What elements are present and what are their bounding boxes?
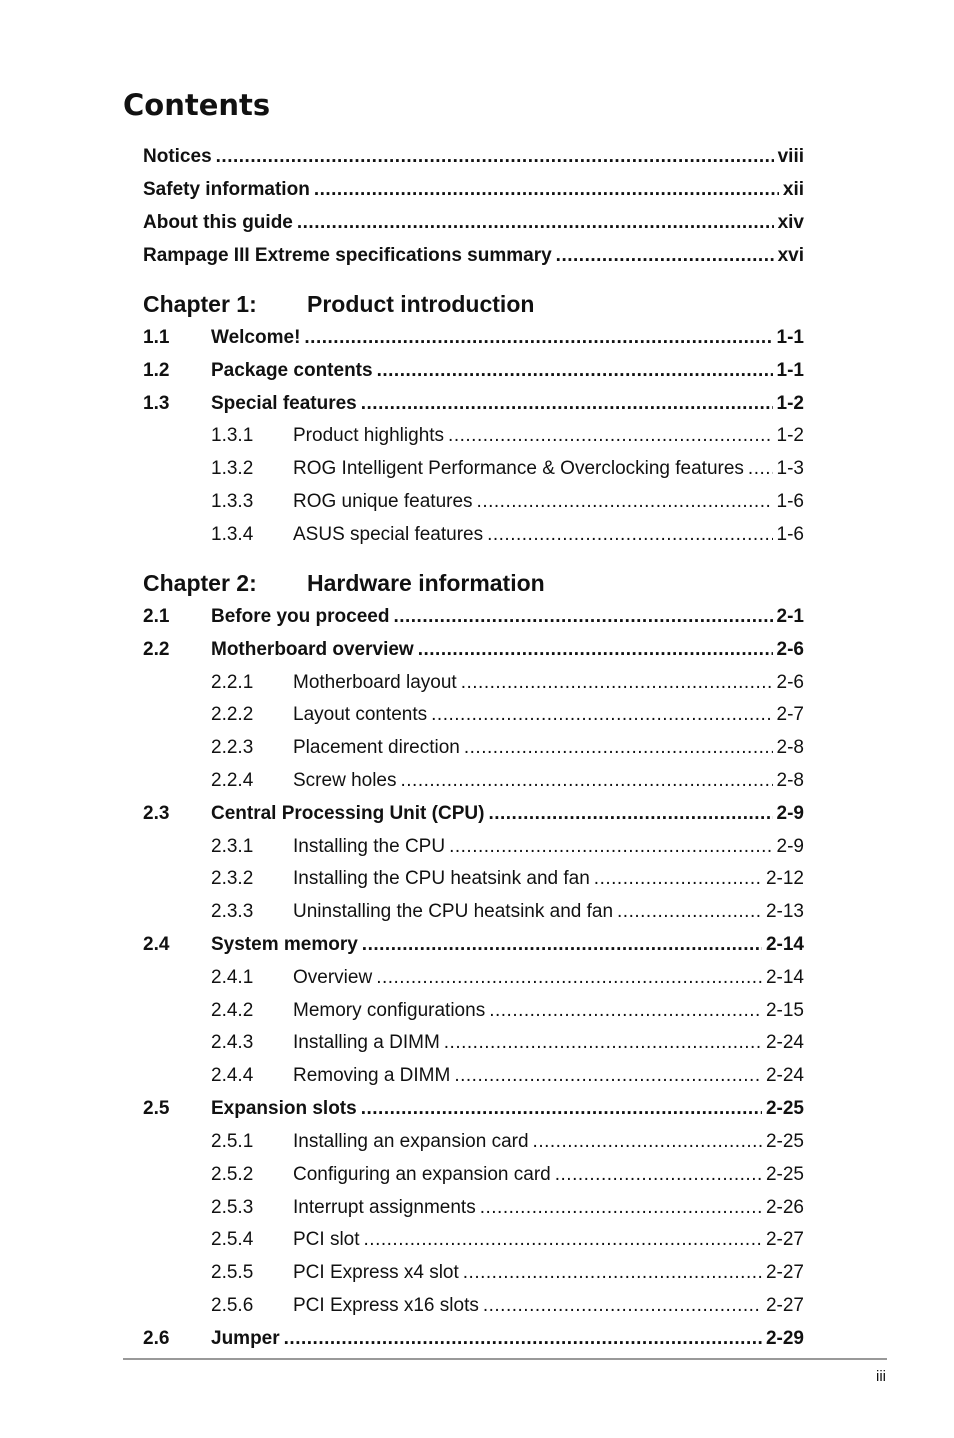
toc-subentry[interactable] [143, 1229, 804, 1251]
section-number: 2.3.3 [211, 901, 254, 922]
toc-entry-label: Motherboard layout [293, 672, 457, 693]
section-number: 2.2.2 [211, 704, 254, 725]
toc-entry-page: 2-27 [765, 1229, 804, 1250]
section-number: 2.2.4 [211, 770, 254, 791]
dot-leader [477, 491, 773, 513]
toc-entry-label: Special features [211, 393, 357, 414]
toc-entry-label: ROG unique features [293, 491, 473, 512]
page-title: Contents [123, 88, 271, 122]
toc-subentry[interactable] [143, 1065, 804, 1087]
dot-leader [533, 1131, 762, 1153]
toc-entry-label: Product highlights [293, 425, 445, 446]
toc-entry-label: Safety information [143, 179, 310, 200]
dot-leader [748, 458, 773, 480]
toc-entry-label: PCI Express x4 slot [293, 1262, 459, 1283]
toc-entry-page: 2-12 [765, 868, 804, 889]
dot-leader [364, 1229, 762, 1251]
dot-leader [393, 606, 772, 628]
toc-entry-page: 1-6 [776, 491, 804, 512]
toc-subentry[interactable] [143, 770, 804, 792]
toc-entry-label: Screw holes [293, 770, 397, 791]
toc-subentry[interactable] [143, 425, 804, 447]
toc-entry-label: Memory configurations [293, 1000, 486, 1021]
section-number: 2.3.2 [211, 868, 254, 889]
toc-entry-page: 2-25 [765, 1131, 804, 1152]
toc-entry-notices[interactable] [143, 146, 804, 168]
section-number: 1.3.4 [211, 524, 254, 545]
section-number: 2.5.4 [211, 1229, 254, 1250]
toc-entry-page: 2-9 [776, 803, 804, 824]
section-number: 2.3.1 [211, 836, 254, 857]
toc-entry-label: PCI slot [293, 1229, 360, 1250]
dot-leader [431, 704, 772, 726]
toc-entry-label: Welcome! [211, 327, 301, 348]
toc-entry-page: 1-2 [776, 425, 804, 446]
toc-entry-safety-information[interactable] [143, 179, 804, 201]
toc-subentry[interactable] [143, 868, 804, 890]
section-number: 2.3 [143, 803, 170, 824]
toc-subentry[interactable] [143, 1262, 804, 1284]
toc-entry-page: 2-27 [765, 1262, 804, 1283]
toc-entry[interactable] [143, 327, 804, 349]
toc-entry-page: 2-25 [765, 1164, 804, 1185]
chapter-1-heading[interactable] [143, 291, 534, 317]
section-number: 2.5.6 [211, 1295, 254, 1316]
dot-leader [555, 1164, 762, 1186]
dot-leader [362, 934, 762, 956]
toc-entry-label: Layout contents [293, 704, 428, 725]
toc-entry-label: Jumper [211, 1328, 280, 1349]
toc-entry[interactable] [143, 1098, 804, 1120]
dot-leader [488, 803, 772, 825]
toc-entry-label: Installing an expansion card [293, 1131, 529, 1152]
dot-leader [483, 1295, 762, 1317]
chapter-number: Chapter 2: [143, 570, 257, 596]
toc-entry[interactable] [143, 639, 804, 661]
dot-leader [297, 212, 774, 234]
section-number: 1.3 [143, 393, 170, 414]
dot-leader [361, 1098, 762, 1120]
dot-leader [449, 836, 772, 858]
toc-subentry[interactable] [143, 524, 804, 546]
dot-leader [480, 1197, 762, 1219]
section-number: 2.5.3 [211, 1197, 254, 1218]
toc-entry[interactable] [143, 803, 804, 825]
toc-entry-label: Interrupt assignments [293, 1197, 476, 1218]
dot-leader [448, 425, 772, 447]
toc-entry-label: Uninstalling the CPU heatsink and fan [293, 901, 614, 922]
toc-entry-label: Removing a DIMM [293, 1065, 451, 1086]
toc-entry-label: Expansion slots [211, 1098, 357, 1119]
toc-subentry[interactable] [143, 491, 804, 513]
section-number: 2.4.4 [211, 1065, 254, 1086]
toc-entry-label: Configuring an expansion card [293, 1164, 551, 1185]
dot-leader [594, 868, 762, 890]
toc-entry-page: 2-6 [776, 639, 804, 660]
toc-entry-label: Installing the CPU heatsink and fan [293, 868, 590, 889]
dot-leader [314, 179, 779, 201]
toc-subentry[interactable] [143, 737, 804, 759]
toc-entry-page: 2-1 [776, 606, 804, 627]
toc-entry-page: xii [782, 179, 804, 200]
toc-entry-page: 2-13 [765, 901, 804, 922]
toc-entry[interactable] [143, 934, 804, 956]
toc-entry-page: 2-6 [776, 672, 804, 693]
section-number: 2.5.2 [211, 1164, 254, 1185]
chapter-title: Product introduction [307, 291, 535, 317]
toc-entry-label: Installing a DIMM [293, 1032, 440, 1053]
section-number: 2.5 [143, 1098, 170, 1119]
section-number: 2.5.5 [211, 1262, 254, 1283]
toc-subentry[interactable] [143, 901, 804, 923]
toc-entry-page: 1-1 [776, 360, 804, 381]
toc-subentry[interactable] [143, 836, 804, 858]
toc-subentry[interactable] [143, 1295, 804, 1317]
toc-entry-label: Installing the CPU [293, 836, 446, 857]
toc-entry-page: 1-3 [776, 458, 804, 479]
dot-leader [556, 245, 774, 267]
dot-leader [377, 360, 773, 382]
section-number: 1.1 [143, 327, 170, 348]
toc-entry-label: ASUS special features [293, 524, 484, 545]
dot-leader [444, 1032, 762, 1054]
dot-leader [284, 1328, 762, 1350]
toc-entry-page: 1-2 [776, 393, 804, 414]
toc-entry-page: 2-29 [765, 1328, 804, 1349]
dot-leader [454, 1065, 762, 1087]
toc-subentry[interactable] [143, 1131, 804, 1153]
toc-subentry[interactable] [143, 967, 804, 989]
toc-entry-page: 2-15 [765, 1000, 804, 1021]
section-number: 2.4.3 [211, 1032, 254, 1053]
toc-subentry[interactable] [143, 1000, 804, 1022]
toc-entry-page: 2-7 [776, 704, 804, 725]
toc-entry-page: 2-14 [765, 934, 804, 955]
toc-entry-label: Motherboard overview [211, 639, 414, 660]
toc-entry-label: System memory [211, 934, 358, 955]
toc-entry-page: 2-8 [776, 770, 804, 791]
section-number: 2.4.1 [211, 967, 254, 988]
toc-subentry[interactable] [143, 672, 804, 694]
toc-entry[interactable] [143, 1328, 804, 1350]
toc-entry-label: Overview [293, 967, 373, 988]
section-number: 1.3.1 [211, 425, 254, 446]
toc-entry-label: Placement direction [293, 737, 460, 758]
toc-entry-page: 2-8 [776, 737, 804, 758]
toc-subentry[interactable] [143, 1032, 804, 1054]
toc-subentry[interactable] [143, 1197, 804, 1219]
dot-leader [463, 1262, 762, 1284]
toc-entry-label: About this guide [143, 212, 293, 233]
section-number: 2.2.3 [211, 737, 254, 758]
toc-subentry[interactable] [143, 1164, 804, 1186]
toc-entry-page: xiv [777, 212, 804, 233]
toc-entry-label: Notices [143, 146, 212, 167]
chapter-title: Hardware information [307, 570, 545, 596]
toc-entry-label: Central Processing Unit (CPU) [211, 803, 485, 824]
dot-leader [617, 901, 762, 923]
toc-entry-page: 2-24 [765, 1065, 804, 1086]
toc-entry-page: 1-1 [776, 327, 804, 348]
dot-leader [376, 967, 762, 989]
dot-leader [361, 393, 773, 415]
toc-entry-specifications-summary[interactable] [143, 245, 804, 267]
section-number: 1.3.3 [211, 491, 254, 512]
toc-entry[interactable] [143, 393, 804, 415]
section-number: 2.2 [143, 639, 170, 660]
toc-entry-page: 2-14 [765, 967, 804, 988]
dot-leader [304, 327, 772, 349]
chapter-number: Chapter 1: [143, 291, 257, 317]
footer-divider [123, 1358, 887, 1360]
dot-leader [418, 639, 773, 661]
toc-entry-page: 2-9 [776, 836, 804, 857]
toc-entry-label: Package contents [211, 360, 373, 381]
dot-leader [487, 524, 772, 546]
toc-entry-page: 2-27 [765, 1295, 804, 1316]
dot-leader [461, 672, 773, 694]
toc-entry-about-this-guide[interactable] [143, 212, 804, 234]
section-number: 2.1 [143, 606, 170, 627]
toc-entry-label: Rampage III Extreme specifications summary [143, 245, 552, 266]
toc-entry-label: ROG Intelligent Performance & Overclocking features [293, 458, 744, 479]
dot-leader [216, 146, 774, 168]
page-number: iii [876, 1368, 886, 1385]
toc-entry-page: viii [777, 146, 804, 167]
section-number: 2.4.2 [211, 1000, 254, 1021]
dot-leader [401, 770, 773, 792]
toc-entry-page: xvi [777, 245, 804, 266]
toc-entry-label: PCI Express x16 slots [293, 1295, 479, 1316]
toc-entry-page: 1-6 [776, 524, 804, 545]
chapter-2-heading[interactable] [143, 570, 545, 596]
toc-entry-page: 2-24 [765, 1032, 804, 1053]
toc-entry-page: 2-25 [765, 1098, 804, 1119]
toc-subentry[interactable] [143, 704, 804, 726]
section-number: 2.5.1 [211, 1131, 254, 1152]
section-number: 1.3.2 [211, 458, 254, 479]
toc-entry[interactable] [143, 606, 804, 628]
toc-entry[interactable] [143, 360, 804, 382]
dot-leader [464, 737, 773, 759]
section-number: 2.4 [143, 934, 170, 955]
toc-subentry[interactable] [143, 458, 804, 480]
section-number: 1.2 [143, 360, 170, 381]
toc-entry-page: 2-26 [765, 1197, 804, 1218]
section-number: 2.2.1 [211, 672, 254, 693]
toc-entry-label: Before you proceed [211, 606, 390, 627]
section-number: 2.6 [143, 1328, 170, 1349]
dot-leader [489, 1000, 762, 1022]
